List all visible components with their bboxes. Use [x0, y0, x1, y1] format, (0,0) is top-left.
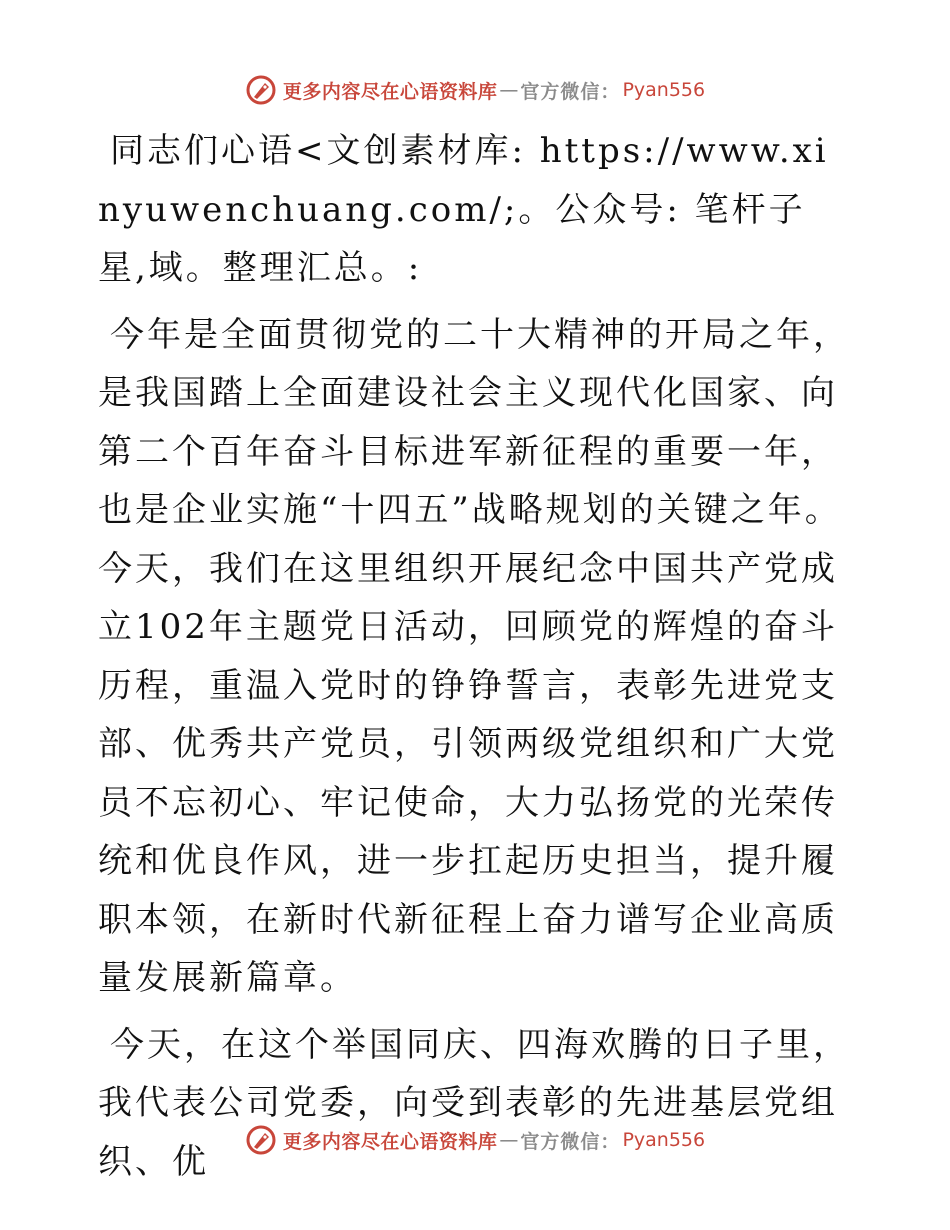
watermark-text: 更多内容尽在心语资料库: [282, 80, 498, 103]
pen-nib-logo-icon: [245, 1124, 277, 1156]
watermark-official-label: 官方微信：: [520, 1130, 621, 1153]
paragraph-closing: [98, 1016, 850, 1192]
paragraph-main: [98, 306, 850, 1008]
paragraph-text: 今年是全面贯彻党的二十大精神的开局之年，是我国踏上全面建设社会主义现代化国家、向第二个百年奋斗目标进军新征程的重要一年，也是企业实施“十四五”战略规划的关键之年。今天，我们在这里组织开展纪念中国共产党成立102年主题党日活动，回顾党的辉煌的奋斗历程，重温入党时的铮铮誓言，表彰先进党支部、优秀共产党员，引领两级党组织和广大党员不忘初心、牢记使命，大力弘扬党的光荣传统和优良作风，进一步扛起历史担当，提升履职本领，在新时代新征程上奋力谱写企业高质量发展新篇章。: [98, 314, 850, 998]
watermark-separator: —: [499, 1129, 519, 1151]
paragraph-source-note: [98, 122, 850, 298]
document-body: [98, 122, 850, 1191]
paragraph-text: 今天，在这个举国同庆、四海欢腾的日子里，我代表公司党委，向受到表彰的先进基层党组织、优: [98, 1024, 850, 1182]
watermark-wechat-id: Pyan556: [622, 79, 706, 101]
watermark-wechat-id: Pyan556: [622, 1129, 706, 1151]
watermark-separator: —: [499, 79, 519, 101]
header-watermark: [0, 70, 950, 110]
pen-nib-logo-icon: [245, 74, 277, 106]
footer-watermark: [0, 1120, 950, 1160]
watermark-official-label: 官方微信：: [520, 80, 621, 103]
watermark-text: 更多内容尽在心语资料库: [282, 1130, 498, 1153]
paragraph-text: 同志们心语<文创素材库: https://www.xinyuwenchuang.com/;。公众号: 笔杆子星,域。整理汇总。:: [98, 131, 829, 288]
